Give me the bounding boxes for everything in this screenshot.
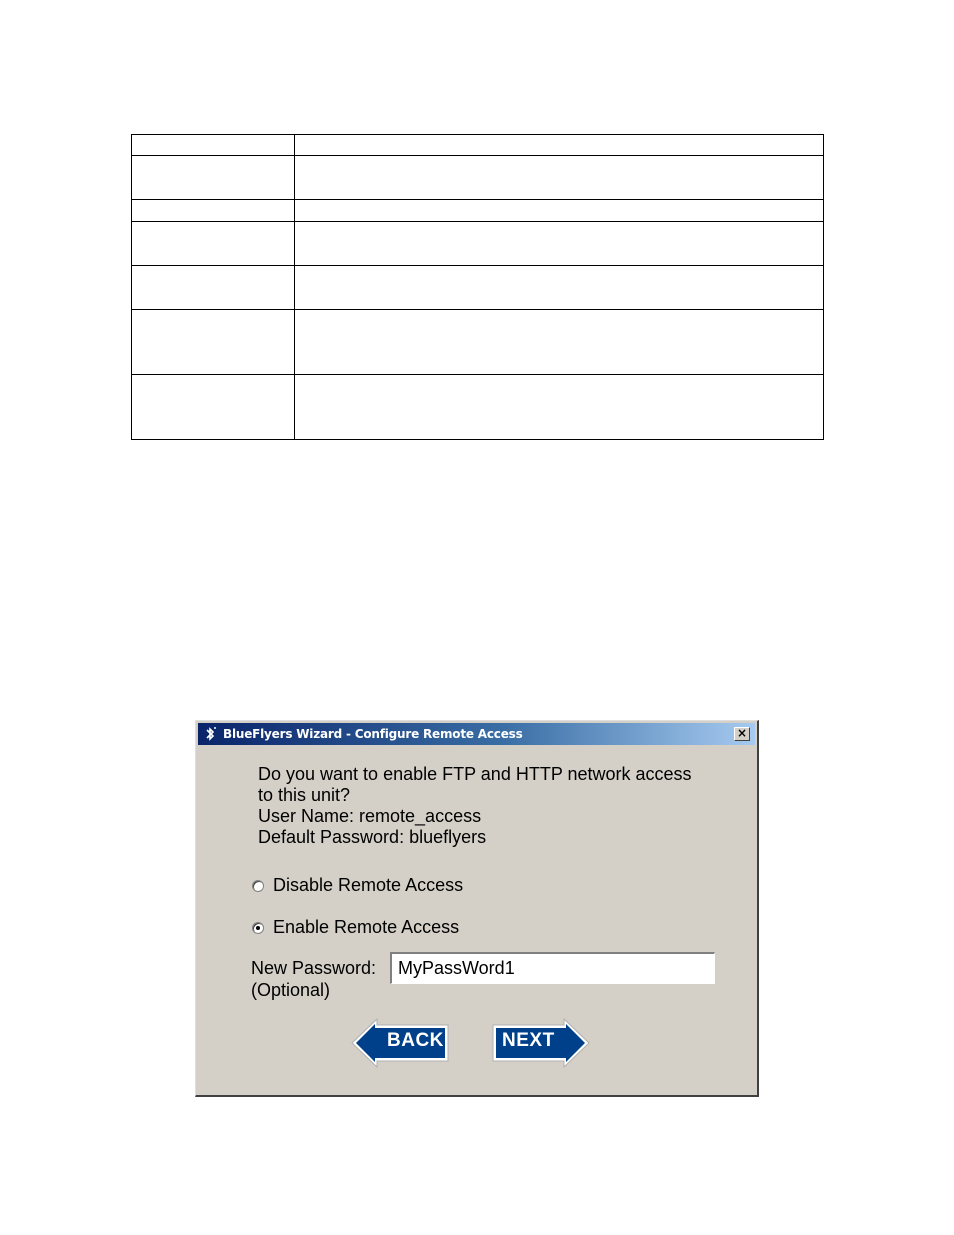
table-cell (132, 222, 295, 266)
dialog-title: BlueFlyers Wizard - Configure Remote Access (223, 727, 523, 741)
close-icon: × (736, 726, 748, 740)
enable-remote-access-option[interactable] (252, 917, 459, 938)
table-row (132, 375, 824, 440)
table-row (132, 222, 824, 266)
table-cell (295, 156, 824, 200)
disable-remote-access-option[interactable] (252, 875, 463, 896)
table-cell (295, 222, 824, 266)
table-cell (132, 375, 295, 440)
new-password-input[interactable] (390, 952, 715, 984)
table-row (132, 156, 824, 200)
table-cell (295, 266, 824, 310)
radio-disable[interactable] (252, 880, 264, 892)
bluetooth-icon (202, 726, 218, 742)
table-cell (132, 266, 295, 310)
password-label: New Password: (251, 958, 377, 978)
next-label: NEXT (502, 1030, 555, 1051)
prompt-line: Default Password: blueflyers (258, 827, 487, 847)
prompt-line: User Name: remote_access (258, 806, 482, 826)
password-sublabel: (Optional) (251, 980, 331, 1000)
radio-label: Disable Remote Access (273, 875, 464, 895)
new-password-label (251, 957, 376, 1001)
table-cell (295, 135, 824, 156)
prompt-line: Do you want to enable FTP and HTTP network access (258, 764, 692, 784)
table-row (132, 200, 824, 222)
close-button[interactable] (734, 727, 750, 741)
table-cell (132, 200, 295, 222)
back-label: BACK (387, 1030, 444, 1051)
radio-enable[interactable] (252, 922, 264, 934)
table-cell (295, 375, 824, 440)
table-cell (132, 156, 295, 200)
table-row (132, 266, 824, 310)
table-cell (295, 200, 824, 222)
table-cell (132, 135, 295, 156)
next-button[interactable] (488, 1017, 590, 1069)
radio-label: Enable Remote Access (273, 917, 460, 937)
table-cell (295, 310, 824, 375)
back-button[interactable] (351, 1017, 453, 1069)
prompt-line: to this unit? (258, 785, 351, 805)
prompt-text (258, 764, 692, 848)
blank-table (131, 134, 824, 440)
title-bar[interactable] (198, 723, 755, 745)
table-row (132, 310, 824, 375)
table-row (132, 135, 824, 156)
table-cell (132, 310, 295, 375)
remote-access-dialog (195, 720, 759, 1097)
